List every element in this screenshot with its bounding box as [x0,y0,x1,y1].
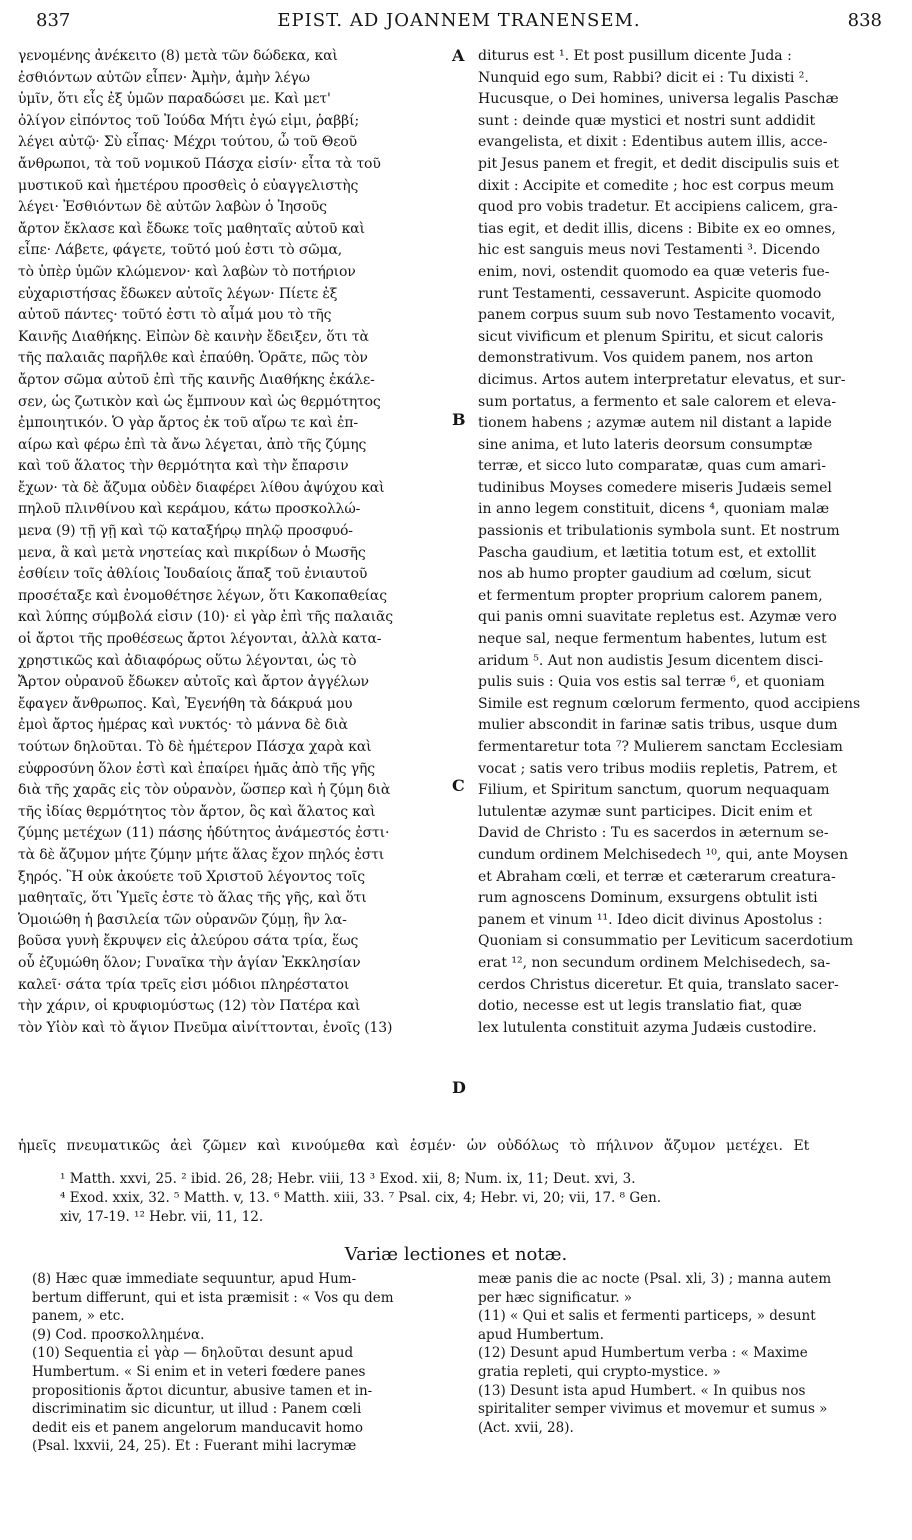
latin-text-line: hic est sanguis meus novi Testamenti ³. Dicendo [478,242,821,259]
latin-text-line: evangelista, et dixit : Edentibus autem illis, acce- [478,134,828,151]
note-line: propositionis ἄρτοι dicuntur, abusive tamen et in- [32,1382,373,1399]
latin-text-line: diturus est ¹. Et post pusillum dicente Juda : [478,48,792,64]
latin-text-line: et Abraham cœli, et terræ et cæterarum creatura- [478,868,836,885]
greek-text-line: τῆς ἰδίας θερμότητος τὸν ἄρτον, ὃς καὶ ἅλατος καὶ [18,803,376,820]
greek-text-line: μενα (9) τῇ γῇ καὶ τῷ καταξήρῳ πηλῷ προσφυό- [18,523,353,540]
latin-text-line: demonstrativum. Vos quidem panem, nos arton [478,350,814,367]
latin-text-line: qui panis omni suavitate repletus est. Azymæ vero [478,609,837,626]
greek-text-line: λέγει· Ἐσθιόντων δὲ αὐτῶν λαβὼν ὁ Ἰησοῦς [18,199,327,216]
greek-text-line: Καινῆς Διαθήκης. Εἰπὼν δὲ καινὴν ἔδειξεν, ὅτι τὰ [18,328,369,345]
greek-text-line: πηλοῦ πλινθίνου καὶ κεράμου, κάτω προσκολλώ- [18,501,361,518]
note-line: apud Humbertum. [478,1326,604,1343]
full-width-text-line: ἡμεῖς πνευματικῶς ἀεὶ ζῶμεν καὶ κινούμεθα καὶ ἐσμέν· ὧν οὐδόλως τὸ πήλινον ἄζυμον μετέχει. Et [18,1138,810,1154]
latin-text-line: rum agnoscens Dominum, exsurgens obtulit isti [478,890,818,907]
latin-text-line: panem et vinum ¹¹. Ideo dicit divinus Apostolus : [478,911,823,928]
latin-text-line: tudinibus Moyses comedere miseris Judæis semel [478,479,832,496]
latin-text-line: Quoniam si consummatio per Leviticum sacerdotium [478,933,854,950]
section-marker-a: A [452,46,465,65]
note-line: (8) Hæc quæ immediate sequuntur, apud Hum- [32,1271,357,1287]
greek-text-line: Ἄρτον οὐρανοῦ ἔδωκεν αὐτοῖς καὶ ἄρτον ἀγγέλων [18,674,369,691]
notes-left-column [32,1270,454,1456]
note-line: dedit eis et panem angelorum manducavit homo [32,1419,363,1436]
latin-text-line: passionis et tribulationis symbola sunt. Et nostrum [478,523,840,540]
greek-text-line: εὐφροσύνη ὅλον ἐστὶ καὶ ἐπαίρει ἡμᾶς ἀπὸ τῆς γῆς [18,760,375,777]
greek-text-line: ἄνθρωποι, τὰ τοῦ νομικοῦ Πάσχα εἰσίν· εἶτα τὰ τοῦ [18,155,381,172]
greek-text-line: ἐσθιόντων αὐτῶν εἶπεν· Ἀμὴν, ἀμὴν λέγω [18,69,310,86]
greek-text-line: γενομένης ἀνέκειτο (8) μετὰ τῶν δώδεκα, καὶ [18,48,338,64]
greek-text-line: ἐσθίειν τοῖς ἀθλίοις Ἰουδαίοις ἅπαξ τοῦ ἐνιαυτοῦ [18,566,368,583]
greek-text-line: ὑμῖν, ὅτι εἷς ἐξ ὑμῶν παραδώσει με. Καὶ μετ' [18,91,331,108]
latin-text-line: fermentaretur tota ⁷? Mulierem sanctam Ecclesiam [478,739,843,755]
latin-text-line: enim, novi, ostendit quomodo ea quæ veteris fue- [478,263,830,280]
latin-text-line: sine anima, et luto lateris deorsum consumptæ [478,436,813,453]
greek-text-line: αὐτοῦ πάντες· τοῦτό ἐστι τὸ αἷμά μου τὸ τῆς [18,307,332,324]
greek-text-line: ἔφαγεν ἄνθρωπος. Καὶ, Ἐγενήθη τὰ δάκρυά μου [18,695,353,712]
greek-text-line: Ὁμοιώθη ἡ βασιλεία τῶν οὐρανῶν ζύμῃ, ἣν λα- [18,911,347,928]
note-line: (Psal. lxxvii, 24, 25). Et : Fuerant mihi lacrymæ [32,1438,357,1455]
latin-text-line: mulier abscondit in farinæ satis tribus, usque dum [478,717,838,734]
latin-text-line: lutulentæ azymæ sunt participes. Dicit enim et [478,803,813,820]
note-line: (Act. xvii, 28). [478,1419,574,1436]
note-line: (10) Sequentia εἰ γὰρ — δηλοῦται desunt apud [32,1345,354,1362]
latin-text-line: David de Christo : Tu es sacerdos in æternum se- [478,825,829,842]
reference-line: xiv, 17-19. ¹² Hebr. vii, 11, 12. [60,1209,264,1225]
greek-text-line: εὐχαριστήσας ἔδωκεν αὐτοῖς λέγων· Πίετε ἐξ [18,285,338,302]
note-line: meæ panis die ac nocte (Psal. xli, 3) ; manna autem [478,1271,832,1287]
latin-text-column [478,46,890,1039]
page-header [36,10,882,40]
latin-text-line: aridum ⁵. Aut non audistis Jesum dicentem disci- [478,652,824,669]
greek-text-line: λέγει αὐτῷ· Σὺ εἶπας· Μέχρι τούτου, ὦ τοῦ Θεοῦ [18,134,357,151]
greek-text-line: ξηρός. Ἢ οὐκ ἀκούετε τοῦ Χριστοῦ λέγοντος τοῖς [18,868,365,885]
greek-text-line: ἄρτον σῶμα αὐτοῦ ἐπὶ τῆς καινῆς Διαθήκης ἐκάλε- [18,371,375,388]
greek-text-line: ἔχων· τὰ δὲ ἄζυμα οὐδὲν διαφέρει λίθου ἀψύχου καὶ [18,479,385,496]
greek-text-line: τῆς παλαιᾶς παρῆλθε καὶ ἐπαύθη. Ὁρᾶτε, πῶς τὸν [18,350,368,367]
note-line: Humbertum. « Si enim et in veteri fœdere panes [32,1363,366,1380]
latin-text-line: tias egit, et dedit illis, dicens : Bibite ex eo omnes, [478,220,836,237]
greek-text-line: μενα, ἃ καὶ μετὰ νηστείας καὶ πικρίδων ὁ Μωσῆς [18,544,366,561]
latin-text-line: et fermentum propter proprium calorem panem, [478,587,823,604]
latin-text-line: Simile est regnum cœlorum fermento, quod accipiens [478,695,861,712]
note-line: spiritaliter semper vivimus et movemur et sumus » [478,1401,828,1418]
greek-text-line: τὸ ὑπὲρ ὑμῶν κλώμενον· καὶ λαβὼν τὸ ποτήριον [18,263,356,280]
latin-text-line: vocat ; satis vero tribus modiis repletis, Patrem, et [478,760,838,777]
greek-text-line: προσέταξε καὶ ἐνομοθέτησε λέγων, ὅτι Κακοπαθείας [18,587,387,604]
reference-line: ¹ Matth. xxvi, 25. ² ibid. 26, 28; Hebr. viii, 13 ³ Exod. xii, 8; Num. ix, 11; Deut. xvi, 3. [60,1171,636,1187]
greek-text-line: καὶ λύπης σύμβολά εἰσιν (10)· εἰ γὰρ ἐπὶ τῆς παλαιᾶς [18,609,393,626]
latin-text-line: in anno legem constituit, dicens ⁴, quoniam malæ [478,501,830,518]
greek-text-column [18,46,450,1039]
section-marker-b: B [452,410,466,429]
note-line: discriminatim sic dicuntur, ut illud : Panem cœli [32,1401,362,1418]
greek-text-line: οἱ ἄρτοι τῆς προθέσεως ἄρτοι λέγονται, ἀλλὰ κατα- [18,631,382,648]
note-line: (9) Cod. προσκολλημένα. [32,1326,205,1343]
greek-text-line: τὰ δὲ ἄζυμον μήτε ζύμην μήτε ἅλας ἔχον πηλός ἐστι [18,846,385,863]
latin-text-line: runt Testamenti, cessaverunt. Aspicite quomodo [478,285,822,302]
greek-text-line: σεν, ὡς ζωτικὸν καὶ ὡς ἔμπνουν καὶ ὡς θερμότητος [18,393,381,410]
greek-text-line: ὀλίγον εἰπόντος τοῦ Ἰούδα Μήτι ἐγώ εἰμι, ῥαββί; [18,112,360,129]
greek-text-line: βοῦσα γυνὴ ἔκρυψεν εἰς ἀλεύρου σάτα τρία, ἕως [18,933,359,950]
running-title: EPIST. AD JOANNEM TRANENSEM. [277,10,641,31]
note-line: gratia repleti, qui crypto-mystice. » [478,1363,721,1380]
reference-line: ⁴ Exod. xxix, 32. ⁵ Matth. v, 13. ⁶ Matth. xiii, 33. ⁷ Psal. cix, 4; Hebr. vi, 20; vii, 17. ⁸ Gen. [60,1190,662,1206]
scripture-references [60,1170,882,1227]
greek-text-line: μαθηταῖς, ὅτι Ὑμεῖς ἐστε τὸ ἅλας τῆς γῆς, καὶ ὅτι [18,890,367,907]
latin-text-line: panem corpus suum sub novo Testamento vocavit, [478,307,836,324]
greek-text-line: τούτων δηλοῦται. Τὸ δὲ ἡμέτερον Πάσχα χαρὰ καὶ [18,739,372,755]
note-line: bertum differunt, qui et ista præmisit : « Vos qu dem [32,1289,394,1306]
latin-text-line: dicimus. Artos autem interpretatur elevatus, et sur- [478,371,846,388]
greek-text-line: ἐμοὶ ἄρτος ἡμέρας καὶ νυκτός· τὸ μάννα δὲ διὰ [18,717,348,734]
greek-text-line: εἶπε· Λάβετε, φάγετε, τοῦτό μού ἐστι τὸ σῶμα, [18,242,343,259]
greek-text-line: οὗ ἐζυμώθη ὅλον; Γυναῖκα τὴν ἁγίαν Ἐκκλησίαν [18,954,361,971]
page-number-left: 837 [36,10,71,31]
greek-text-line: μυστικοῦ καὶ ἡμετέρου προσθεὶς ὁ εὐαγγελιστὴς [18,177,359,194]
latin-text-line: pit Jesus panem et fregit, et dedit discipulis suis et [478,155,839,172]
notes-right-column [478,1270,898,1437]
note-line: (12) Desunt apud Humbertum verba : « Maxime [478,1345,808,1362]
page-number-right: 838 [847,10,882,31]
greek-text-line: ἐμποιητικόν. Ὁ γὰρ ἄρτος ἐκ τοῦ αἴρω τε καὶ ἐπ- [18,415,358,432]
latin-text-line: sum portatus, a fermento et sale calorem et eleva- [478,393,837,410]
latin-text-line: nos ab humo propter gaudium ad cœlum, sicut [478,566,811,583]
latin-text-line: Hucusque, o Dei homines, universa legalis Paschæ [478,91,839,108]
notes-title: Variæ lectiones et notæ. [344,1244,568,1265]
latin-text-line: Filium, et Spiritum sanctum, quorum nequaquam [478,782,830,799]
greek-text-line: τὴν χάριν, οἱ κρυφιομύστως (12) τὸν Πατέρα καὶ [18,998,361,1015]
greek-text-line: ἄρτον ἔκλασε καὶ ἔδωκε τοῖς μαθηταῖς αὐτοῦ καὶ [18,220,365,237]
latin-text-line: neque sal, neque fermentum habentes, lutum est [478,631,827,648]
note-line: panem, » etc. [32,1308,125,1325]
greek-text-line: χρηστικῶς καὶ ἀδιαφόρως οὕτω λέγονται, ὡς τὸ [18,652,357,669]
latin-text-line: sicut vivificum et plenum Spiritu, et sicut caloris [478,328,824,345]
greek-text-line: καλεῖ· σάτα τρία τρεῖς εἰσι μόδιοι πληρέστατοι [18,976,350,993]
latin-text-line: quod pro vobis tradetur. Et accipiens calicem, gra- [478,199,838,216]
latin-text-line: cundum ordinem Melchisedech ¹⁰, qui, ante Moysen [478,846,848,863]
section-marker-c: C [452,776,465,795]
greek-text-line: καὶ τοῦ ἅλατος τὴν θερμότητα καὶ τὴν ἔπαρσιν [18,458,349,475]
note-line: (13) Desunt ista apud Humbert. « In quibus nos [478,1382,806,1399]
greek-text-line: αίρω καὶ φέρω ἐπὶ τὰ ἄνω λέγεται, ἀπὸ τῆς ζύμης [18,436,367,453]
greek-text-line: τὸν Υἱὸν καὶ τὸ ἅγιον Πνεῦμα αἰνίττονται, ἐνοῖς (13) [18,1019,393,1036]
latin-text-line: Pascha gaudium, et lætitia totum est, et extollit [478,544,817,561]
latin-text-line: terræ, et sicco luto comparatæ, quas cum amari- [478,458,826,475]
latin-text-line: cerdos Christus diceretur. Et quia, translato sacer- [478,976,839,993]
greek-text-line: ζύμης μετέχων (11) πάσης ἡδύτητος ἀνάμεστός ἐστι· [18,825,390,842]
note-line: (11) « Qui et salis et fermenti particeps, » desunt [478,1308,816,1325]
latin-text-line: Nunquid ego sum, Rabbi? dicit ei : Tu dixisti ². [478,69,809,86]
latin-text-line: lex lutulenta constituit azyma Judæis custodire. [478,1019,817,1036]
latin-text-line: pulis suis : Quia vos estis sal terræ ⁶, et quoniam [478,674,825,691]
latin-text-line: sunt : deinde quæ mystici et nostri sunt addidit [478,112,816,129]
section-marker-d: D [452,1078,466,1097]
note-line: per hæc significatur. » [478,1289,633,1306]
latin-text-line: erat ¹², non secundum ordinem Melchisedech, sa- [478,954,831,971]
greek-text-line: διὰ τῆς χαρᾶς εἰς τὸν οὐρανὸν, ὥσπερ καὶ ἡ ζύμη διὰ [18,782,391,799]
latin-text-line: dotio, necesse est ut legis translatio fiat, quæ [478,998,802,1015]
latin-text-line: dixit : Accipite et comedite ; hoc est corpus meum [478,177,834,194]
latin-text-line: tionem habens ; azymæ autem nil distant a lapide [478,415,832,432]
